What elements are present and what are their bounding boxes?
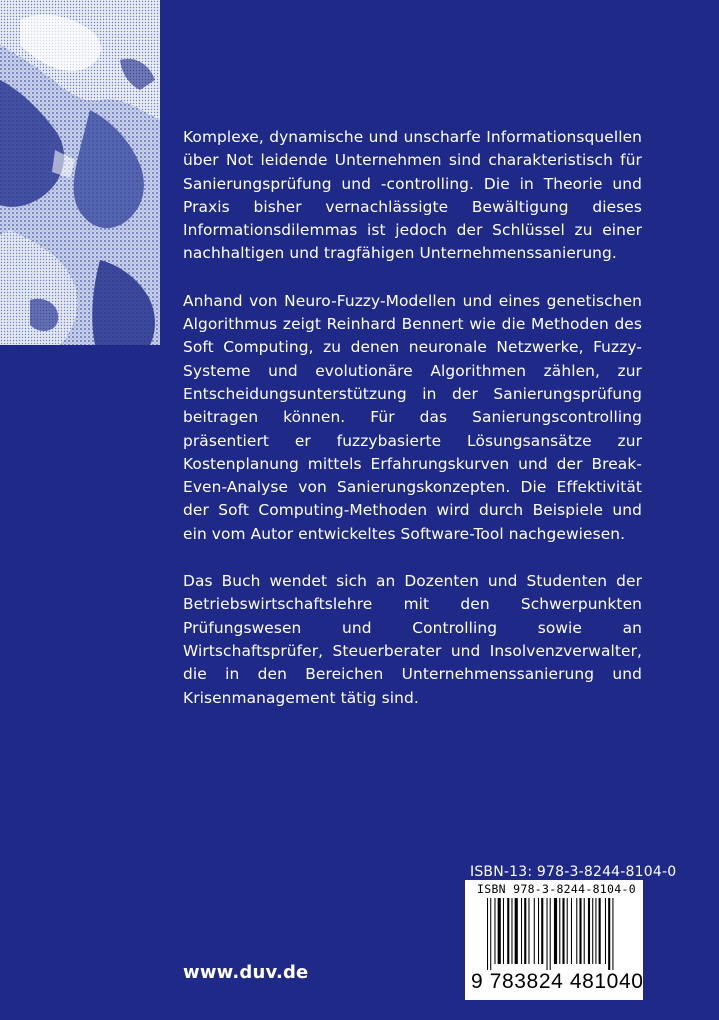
barcode-bar <box>524 898 526 964</box>
blurb-paragraph-1: Komplexe, dynamische und unscharfe Informationsquellen über Not leidende Unternehmen sind charakteristisch für Sanierungsprüfung und -controlling. Die in Theorie und Praxis bisher vernachlässigte Bewältigung dieses Informationsdilemmas ist jedoch der Schlüssel zu einer nachhaltigen und tragfähigen Unternehmenssanierung. <box>183 128 642 263</box>
barcode-bar <box>541 898 543 964</box>
barcode-bar <box>562 898 564 964</box>
barcode-bar <box>487 898 488 970</box>
barcode-number: 9 783824 481040 <box>471 970 644 993</box>
barcode-bar <box>559 898 560 964</box>
barcode-bar <box>550 898 551 970</box>
barcode-bar <box>605 898 606 964</box>
barcode-bar <box>511 898 512 964</box>
barcode-bar <box>490 898 491 970</box>
barcode-bar <box>547 898 548 970</box>
barcode-bar <box>534 898 535 964</box>
blurb-paragraph-3: Das Buch wendet sich an Dozenten und Studenten der Betriebswirtschaftslehre mit den Schwerpunkten Prüfungswesen und Controlling sowie an Wirtschaftsprüfer, Steuerberater und Insolvenzverwalter, die in den Bereichen Unternehmenssanierung und Krisenmanagement tätig sind. <box>183 572 642 707</box>
barcode-bar <box>503 898 504 964</box>
barcode-bar <box>515 898 518 964</box>
barcode-bar <box>521 898 522 964</box>
barcode-isbn-text: ISBN 978-3-8244-8104-0 <box>477 882 636 896</box>
barcode-bar <box>608 898 610 970</box>
blurb-text <box>183 126 642 734</box>
globe-image <box>0 0 160 345</box>
blurb-paragraph-2: Anhand von Neuro-Fuzzy-Modellen und eines genetischen Algorithmus zeigt Reinhard Bennert wie die Methoden des Soft Computing, zu denen neuronale Netzwerke, Fuzzy-Systeme und evolutionäre Algorithmen zählen, zur Entscheidungsunterstützung in der Sanierungsprüfung beitragen können. Für das Sanierungscontrolling präsentiert er fuzzybasierte Lösungsansätze zur Kostenplanung mittels Erfahrungskurven und der Break-Even-Analyse von Sanierungskonzepten. Die Effektivität der Soft Computing-Methoden wird durch Beispiele und ein vom Autor entwickeltes Software-Tool nachgewiesen. <box>183 291 642 543</box>
barcode-bar <box>584 898 585 964</box>
barcode-bar <box>612 898 613 970</box>
barcode-bars <box>473 898 635 970</box>
barcode-bar <box>498 898 501 964</box>
barcode-bar <box>494 898 495 964</box>
barcode-bar <box>599 898 601 964</box>
barcode-bar <box>576 898 577 964</box>
barcode-bar <box>592 898 593 964</box>
barcode-bar <box>528 898 529 964</box>
barcode-bar <box>571 898 572 964</box>
barcode-bar <box>538 898 539 964</box>
publisher-website: www.duv.de <box>183 962 309 983</box>
barcode <box>465 880 643 1000</box>
isbn-label: ISBN-13: 978-3-8244-8104-0 <box>470 864 677 880</box>
barcode-bar <box>507 898 509 964</box>
barcode-bar <box>595 898 596 964</box>
barcode-bar <box>554 898 557 964</box>
barcode-bar <box>588 898 590 964</box>
barcode-bar <box>567 898 568 964</box>
barcode-bar <box>579 898 581 964</box>
